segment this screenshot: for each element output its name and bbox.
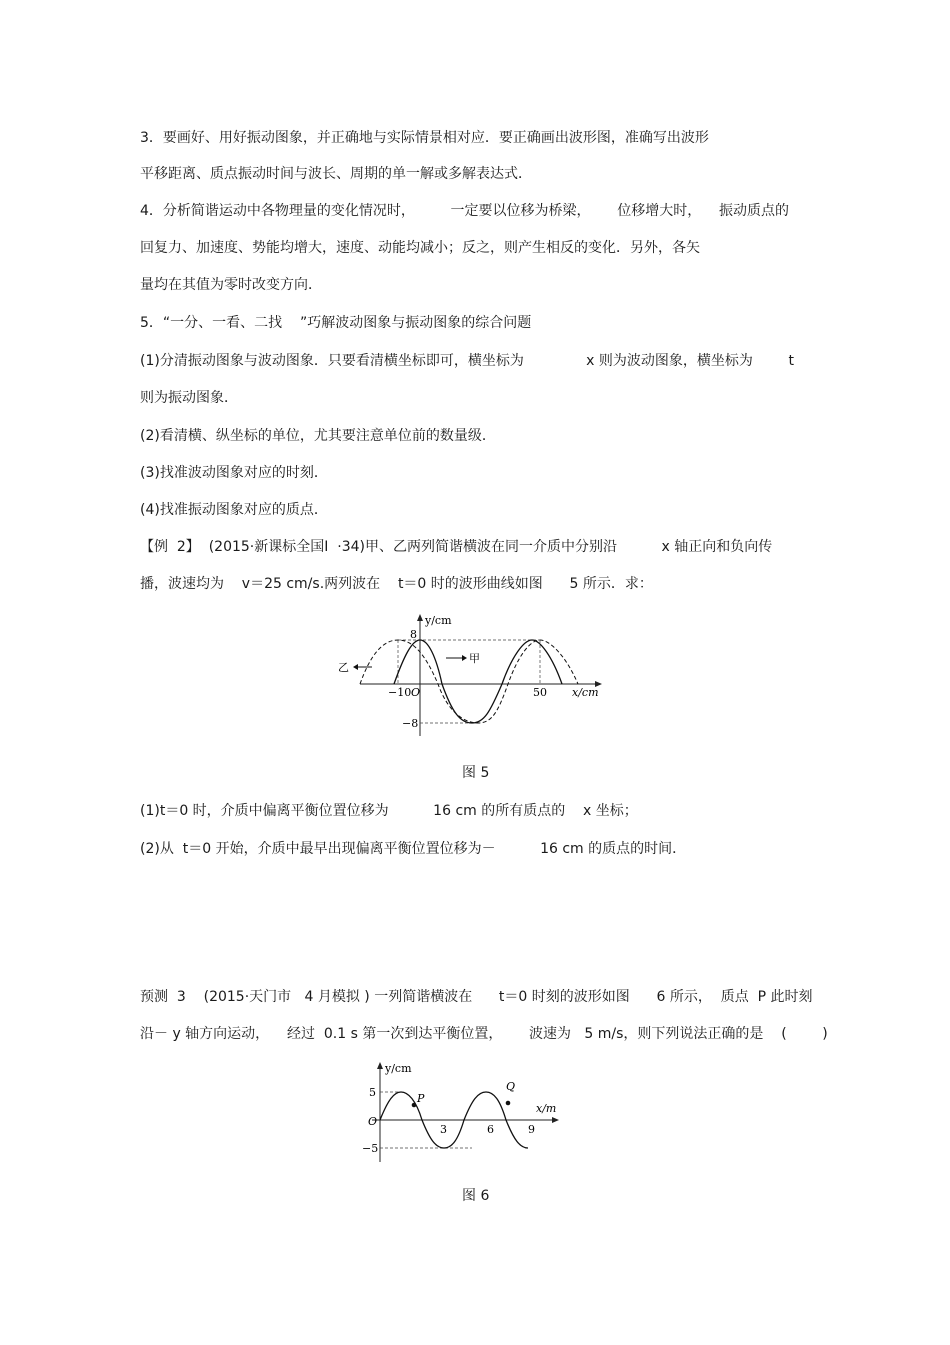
fig6-y-arrow [377, 1062, 383, 1069]
fig5-tick-x-neg: −10 [388, 686, 412, 699]
fig6-tick-x3: 3 [440, 1123, 447, 1136]
fig5-tick-origin: O [411, 686, 421, 699]
paragraph-5-title: 5．“一分、一看、二找 ”巧解波动图象与振动图象的综合问题 [140, 315, 532, 331]
fig6-label-p: P [417, 1092, 425, 1105]
fig5-arrow-jia-head [462, 655, 467, 661]
fig6-tick-x6: 6 [487, 1123, 494, 1136]
prediction-3-line-1: 预测 3 (2015·天门市 4 月模拟 ) 一列简谐横波在 t＝0 时刻的波形如图 6 所示， 质点 P 此时刻 [140, 989, 813, 1005]
paragraph-4-line-2: 回复力、加速度、势能均增大，速度、动能均减小；反之，则产生相反的变化．另外，各矢 [140, 240, 700, 256]
paragraph-5-item-2: (2)看清横、纵坐标的单位，尤其要注意单位前的数量级． [140, 428, 496, 444]
figure-6-wave-graph [360, 1058, 570, 1168]
paragraph-5-item-1-line-1: (1)分清振动图象与波动图象．只要看清横坐标即可，横坐标为 x 则为波动图象，横坐标为 t [140, 353, 794, 369]
fig5-arrow-yi-head [353, 664, 358, 670]
fig5-y-arrow [417, 614, 423, 621]
fig6-tick-origin: O [368, 1115, 378, 1128]
example-question-2: (2)从 t＝0 开始，介质中最早出现偏离平衡位置位移为－ 16 cm 的质点的时间． [140, 841, 687, 857]
paragraph-5-item-3: (3)找准波动图象对应的时刻． [140, 465, 328, 481]
prediction-3-line-2: 沿－ y 轴方向运动， 经过 0.1 s 第一次到达平衡位置， 波速为 5 m/s，则下列说法正确的是 ( ) [140, 1026, 828, 1042]
example-2-line-2: 播，波速均为 v＝25 cm/s.两列波在 t＝0 时的波形曲线如图 5 所示．求： [140, 576, 653, 592]
fig5-y-axis-label: y/cm [425, 614, 452, 627]
fig5-tick-y-top: 8 [410, 628, 417, 641]
fig5-label-yi: 乙 [338, 661, 349, 674]
fig6-x-arrow [552, 1117, 559, 1123]
fig6-y-axis-label: y/cm [385, 1062, 412, 1075]
fig5-tick-y-bottom: −8 [402, 717, 419, 730]
figure-5-caption: 图 5 [462, 765, 490, 781]
paragraph-4-line-3: 量均在其值为零时改变方向． [140, 277, 322, 293]
figure-5-wave-graph [330, 612, 610, 744]
fig5-tick-x50: 50 [533, 686, 547, 699]
fig6-tick-x9: 9 [528, 1123, 535, 1136]
paragraph-4-line-1: 4．分析简谐运动中各物理量的变化情况时， 一定要以位移为桥梁， 位移增大时， 振动质点的 [140, 203, 790, 219]
fig6-tick-y-top: 5 [369, 1086, 376, 1099]
example-2-line-1: 【例 2】 (2015·新课标全国Ⅰ ·34)甲、乙两列简谐横波在同一介质中分别沿 x 轴正向和负向传 [140, 539, 773, 555]
fig6-point-q-marker [506, 1101, 511, 1106]
fig5-label-jia: 甲 [469, 652, 480, 665]
fig6-x-axis-label: x/m [536, 1102, 557, 1115]
paragraph-5-item-4: (4)找准振动图象对应的质点． [140, 502, 328, 518]
fig6-point-p [412, 1103, 417, 1108]
paragraph-3-line-2: 平移距离、质点振动时间与波长、周期的单一解或多解表达式． [140, 166, 532, 182]
fig6-label-q: Q [506, 1080, 516, 1093]
fig5-x-axis-label: x/cm [572, 686, 599, 699]
paragraph-5-item-1-line-2: 则为振动图象． [140, 390, 238, 406]
figure-6-caption: 图 6 [462, 1188, 490, 1204]
fig6-tick-y-bottom: −5 [362, 1142, 379, 1155]
paragraph-3-line-1: 3．要画好、用好振动图象，并正确地与实际情景相对应．要正确画出波形图，准确写出波形 [140, 130, 709, 146]
example-question-1: (1)t＝0 时，介质中偏离平衡位置位移为 16 cm 的所有质点的 x 坐标； [140, 803, 638, 819]
